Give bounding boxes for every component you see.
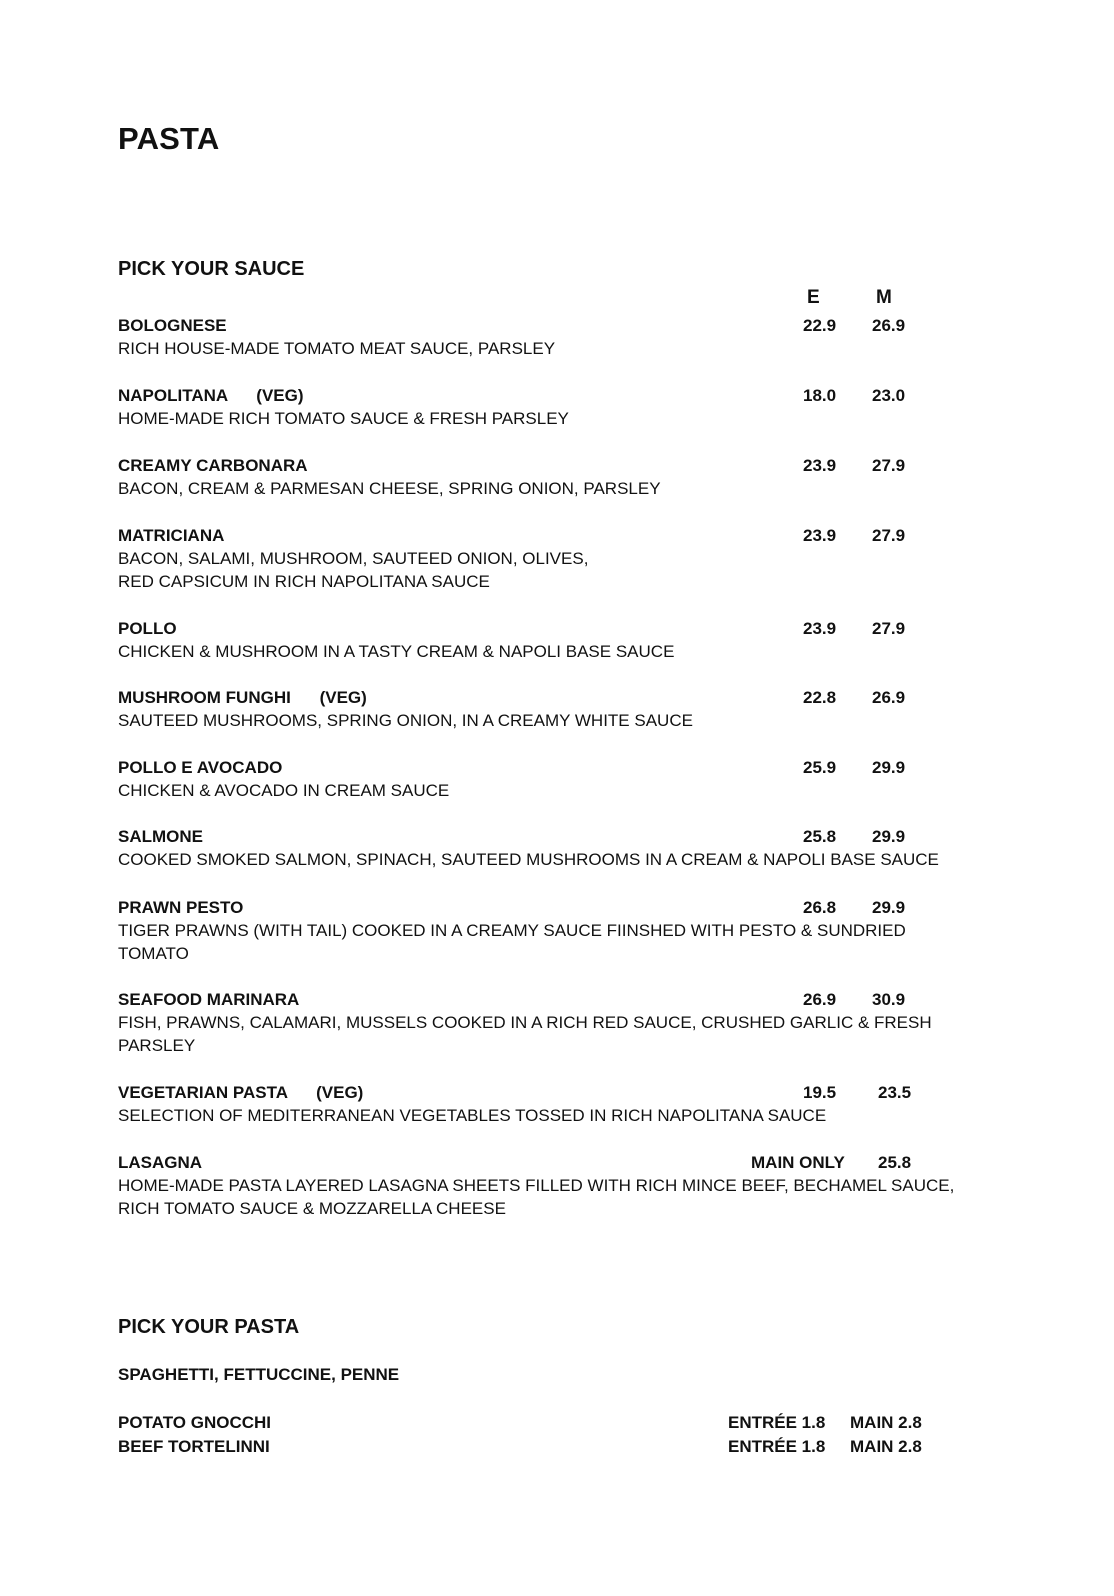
main-price: 30.9 bbox=[872, 990, 906, 1009]
entree-price: 22.9 bbox=[803, 316, 837, 335]
menu-item bbox=[118, 896, 978, 965]
item-description: TIGER PRAWNS (WITH TAIL) COOKED IN A CREAMY SAUCE FIINSHED WITH PESTO & SUNDRIED TOMATO bbox=[118, 921, 906, 963]
menu-item bbox=[118, 825, 978, 871]
pasta-extra-row bbox=[118, 1411, 978, 1434]
item-name: LASAGNA bbox=[118, 1153, 203, 1172]
veg-tag: (VEG) bbox=[319, 688, 367, 707]
menu-item bbox=[118, 617, 978, 663]
main-price: 26.9 bbox=[872, 688, 906, 707]
entree-price: 18.0 bbox=[803, 386, 837, 405]
item-name: SALMONE bbox=[118, 827, 203, 846]
main-price: 29.9 bbox=[872, 827, 906, 846]
menu-item bbox=[118, 454, 978, 500]
item-description: BACON, SALAMI, MUSHROOM, SAUTEED ONION, OLIVES, RED CAPSICUM IN RICH NAPOLITANA SAUCE bbox=[118, 549, 589, 591]
item-description: CHICKEN & AVOCADO IN CREAM SAUCE bbox=[118, 781, 450, 800]
item-description: HOME-MADE RICH TOMATO SAUCE & FRESH PARSLEY bbox=[118, 409, 569, 428]
item-description: SAUTEED MUSHROOMS, SPRING ONION, IN A CREAMY WHITE SAUCE bbox=[118, 711, 693, 730]
item-name: VEGETARIAN PASTA bbox=[118, 1083, 288, 1102]
item-name: PRAWN PESTO bbox=[118, 898, 244, 917]
item-name: MUSHROOM FUNGHI bbox=[118, 688, 291, 707]
pasta-section-heading: PICK YOUR PASTA bbox=[118, 1316, 300, 1338]
item-description: CHICKEN & MUSHROOM IN A TASTY CREAM & NAPOLI BASE SAUCE bbox=[118, 642, 675, 661]
menu-item bbox=[118, 314, 978, 360]
entree-price: 25.8 bbox=[803, 827, 837, 846]
menu-item bbox=[118, 1081, 978, 1127]
item-description: HOME-MADE PASTA LAYERED LASAGNA SHEETS FILLED WITH RICH MINCE BEEF, BECHAMEL SAUCE, RICH TOMATO SAUCE & MOZZARELLA CHEESE bbox=[118, 1176, 955, 1218]
extra-entree-price: ENTRÉE 1.8 bbox=[728, 1437, 826, 1456]
item-name: BOLOGNESE bbox=[118, 316, 227, 335]
entree-price: 19.5 bbox=[803, 1083, 837, 1102]
menu-item-lasagna bbox=[118, 1151, 978, 1220]
item-name: CREAMY CARBONARA bbox=[118, 456, 308, 475]
extra-main-price: MAIN 2.8 bbox=[850, 1413, 922, 1432]
main-price: 23.5 bbox=[878, 1083, 912, 1102]
main-price: 29.9 bbox=[872, 898, 906, 917]
menu-item bbox=[118, 756, 978, 802]
main-price: 27.9 bbox=[872, 619, 906, 638]
item-name: POLLO E AVOCADO bbox=[118, 758, 283, 777]
extra-name: POTATO GNOCCHI bbox=[118, 1413, 271, 1432]
entree-price: 23.9 bbox=[803, 619, 837, 638]
entree-price: 26.9 bbox=[803, 990, 837, 1009]
column-header-entree: E bbox=[807, 287, 820, 308]
sauce-section-heading: PICK YOUR SAUCE bbox=[118, 258, 305, 280]
entree-price: 23.9 bbox=[803, 526, 837, 545]
item-name: POLLO bbox=[118, 619, 177, 638]
menu-item bbox=[118, 524, 978, 593]
menu-item bbox=[118, 988, 978, 1057]
entree-price: 25.9 bbox=[803, 758, 837, 777]
entree-price: 26.8 bbox=[803, 898, 837, 917]
main-price: 25.8 bbox=[878, 1153, 912, 1172]
item-description: COOKED SMOKED SALMON, SPINACH, SAUTEED MUSHROOMS IN A CREAM & NAPOLI BASE SAUCE bbox=[118, 850, 939, 869]
pasta-extra-row bbox=[118, 1435, 978, 1458]
item-name: NAPOLITANA bbox=[118, 386, 228, 405]
page-title: PASTA bbox=[118, 121, 220, 156]
main-price: 26.9 bbox=[872, 316, 906, 335]
menu-item bbox=[118, 384, 978, 430]
veg-tag: (VEG) bbox=[316, 1083, 364, 1102]
main-price: 27.9 bbox=[872, 456, 906, 475]
extra-main-price: MAIN 2.8 bbox=[850, 1437, 922, 1456]
veg-tag: (VEG) bbox=[256, 386, 304, 405]
entree-price: 22.8 bbox=[803, 688, 837, 707]
menu-item bbox=[118, 686, 978, 732]
main-only-label: MAIN ONLY bbox=[751, 1153, 845, 1172]
column-header-main: M bbox=[876, 287, 892, 308]
item-description: RICH HOUSE-MADE TOMATO MEAT SAUCE, PARSLEY bbox=[118, 339, 556, 358]
item-name: SEAFOOD MARINARA bbox=[118, 990, 300, 1009]
main-price: 23.0 bbox=[872, 386, 906, 405]
main-price: 27.9 bbox=[872, 526, 906, 545]
entree-price: 23.9 bbox=[803, 456, 837, 475]
item-description: FISH, PRAWNS, CALAMARI, MUSSELS COOKED IN A RICH RED SAUCE, CRUSHED GARLIC & FRESH PARSLEY bbox=[118, 1013, 932, 1055]
item-description: SELECTION OF MEDITERRANEAN VEGETABLES TOSSED IN RICH NAPOLITANA SAUCE bbox=[118, 1106, 827, 1125]
pasta-types: SPAGHETTI, FETTUCCINE, PENNE bbox=[118, 1365, 400, 1384]
extra-name: BEEF TORTELINNI bbox=[118, 1437, 270, 1456]
extra-entree-price: ENTRÉE 1.8 bbox=[728, 1413, 826, 1432]
main-price: 29.9 bbox=[872, 758, 906, 777]
item-description: BACON, CREAM & PARMESAN CHEESE, SPRING ONION, PARSLEY bbox=[118, 479, 661, 498]
item-name: MATRICIANA bbox=[118, 526, 225, 545]
